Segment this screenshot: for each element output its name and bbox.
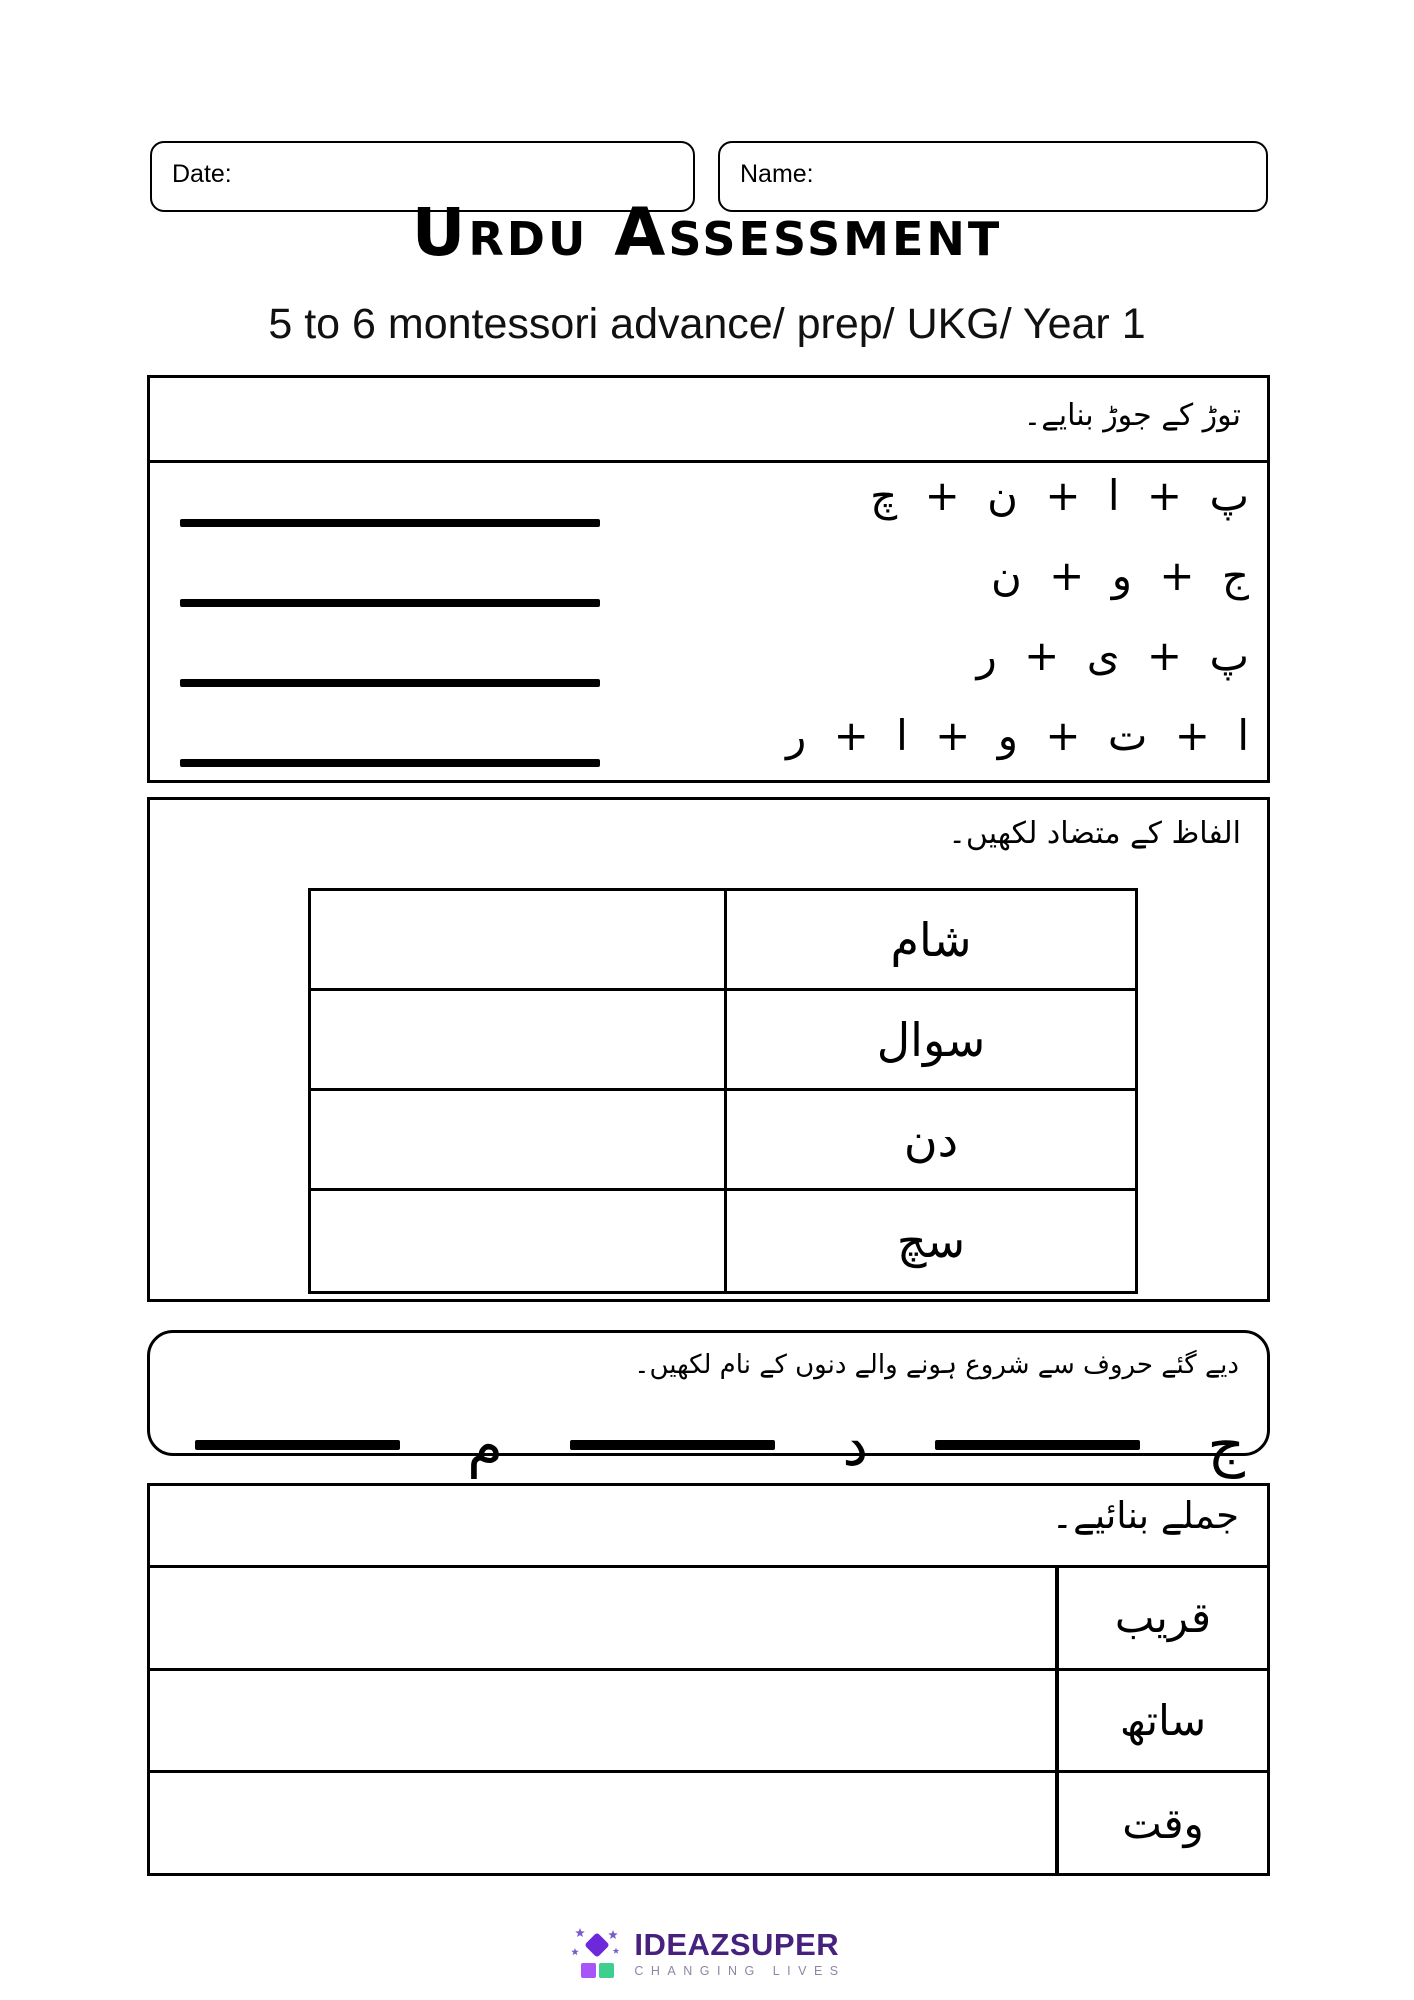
join-equation: پ + ی + ر [976, 631, 1249, 680]
day-answer-blank[interactable] [570, 1440, 775, 1450]
antonym-word-cell: سچ [896, 1214, 966, 1268]
magenta-square-icon [581, 1963, 596, 1978]
sentences-header [150, 1486, 1267, 1568]
day-answer-blank[interactable] [935, 1440, 1140, 1450]
day-letter: م [467, 1411, 504, 1479]
page-title: Urdu Assessment [411, 194, 1003, 271]
diamond-icon [585, 1932, 610, 1957]
antonym-answer-cell[interactable] [311, 1191, 727, 1291]
green-square-icon [599, 1963, 614, 1978]
join-row [150, 703, 1267, 783]
join-equation: پ + ا + ن + چ [870, 471, 1249, 520]
section-antonyms [147, 797, 1270, 1302]
day-answer-blank[interactable] [195, 1440, 400, 1450]
section-sentences [147, 1483, 1270, 1876]
sentence-word-cell: ساتھ [1119, 1696, 1207, 1745]
answer-blank[interactable] [180, 679, 600, 687]
table-row [311, 991, 1135, 1091]
section-join [147, 375, 1270, 783]
sentence-answer-cell[interactable] [150, 1773, 1059, 1873]
antonym-word-cell: سوال [876, 1012, 986, 1067]
sentence-answer-cell[interactable] [150, 1568, 1059, 1668]
antonym-answer-cell[interactable] [311, 991, 727, 1088]
logo-icon [568, 1926, 624, 1980]
days-letters-row [195, 1407, 1245, 1483]
sentences-instruction: جملے بنائیے۔ [1051, 1494, 1239, 1537]
logo-text [634, 1926, 846, 1978]
join-equation: ا + ت + و + ا + ر [785, 711, 1249, 760]
brand-tagline: CHANGING LIVES [634, 1963, 846, 1978]
section-days [147, 1330, 1270, 1479]
answer-blank[interactable] [180, 599, 600, 607]
day-letter: د [842, 1411, 869, 1479]
date-label: Date: [172, 160, 232, 188]
answer-blank[interactable] [180, 519, 600, 527]
days-instruction: دیے گئے حروف سے شروع ہونے والے دنوں کے نام لکھیں۔ [634, 1350, 1239, 1380]
table-row [311, 891, 1135, 991]
footer-logo [0, 1926, 1414, 1980]
sentence-answer-cell[interactable] [150, 1671, 1059, 1771]
antonym-word-cell: دن [903, 1112, 959, 1167]
antonym-word-cell: شام [890, 912, 972, 967]
brand-name: IDEAZSUPER [634, 1926, 840, 1962]
antonym-answer-cell[interactable] [311, 1091, 727, 1188]
antonyms-instruction: الفاظ کے متضاد لکھیں۔ [948, 816, 1241, 851]
join-row [150, 543, 1267, 623]
antonyms-table [308, 888, 1138, 1294]
sentence-row [150, 1773, 1267, 1873]
page-subtitle: 5 to 6 montessori advance/ prep/ UKG/ Year 1 [268, 300, 1146, 348]
join-equation: ج + و + ن [990, 551, 1249, 600]
table-row [311, 1191, 1135, 1291]
join-instruction: توڑ کے جوڑ بنایے۔ [1023, 398, 1241, 433]
sentence-row [150, 1671, 1267, 1774]
day-letter: ج [1207, 1411, 1245, 1479]
sentence-word-cell: قریب [1114, 1593, 1212, 1643]
join-header [150, 378, 1267, 463]
join-row [150, 463, 1267, 543]
table-row [311, 1091, 1135, 1191]
answer-blank[interactable] [180, 759, 600, 767]
name-label: Name: [740, 160, 814, 188]
antonym-answer-cell[interactable] [311, 891, 727, 988]
join-row [150, 623, 1267, 703]
sentence-word-cell: وقت [1122, 1798, 1204, 1848]
sentence-row [150, 1568, 1267, 1671]
